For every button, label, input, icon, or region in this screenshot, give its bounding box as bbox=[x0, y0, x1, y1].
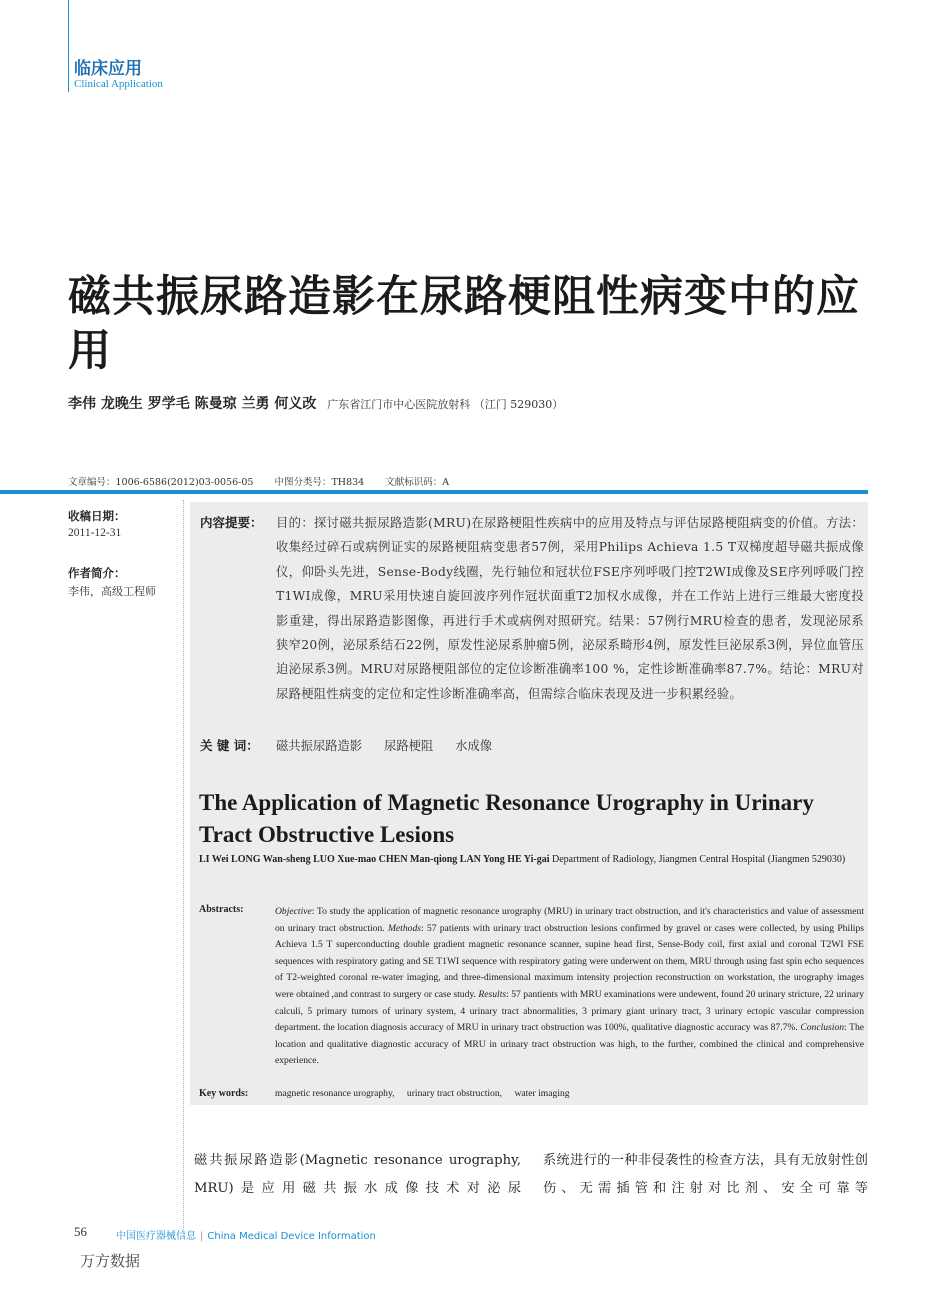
objective-text: : To study the application of magnetic resonance urography (MRU) in urinary tract obstruction, and it's characteristics and value of assessment on urinary tract obstruction. bbox=[275, 906, 864, 934]
keywords-cn bbox=[276, 736, 510, 754]
english-keywords-label: Key words: bbox=[199, 1088, 249, 1099]
methods-label: Methods bbox=[387, 922, 421, 934]
section-label-en: Clinical Application bbox=[74, 78, 163, 90]
classification-number: 中图分类号：TH834 bbox=[274, 477, 365, 488]
abstract-cn-label: 内容提要： bbox=[200, 515, 263, 530]
header-accent-line bbox=[68, 0, 69, 92]
english-abstract-label: Abstracts: bbox=[199, 904, 244, 915]
authors: 李伟 龙晚生 罗学毛 陈曼琼 兰勇 何义改 bbox=[68, 396, 317, 412]
keyword-item: water imaging bbox=[514, 1088, 570, 1099]
article-title: 磁共振尿路造影在尿路梗阻性病变中的应用 bbox=[68, 272, 860, 376]
journal-name bbox=[116, 1227, 376, 1242]
english-authors: LI Wei LONG Wan-sheng LUO Xue-mao CHEN Man-qiong LAN Yong HE Yi-gai bbox=[199, 854, 550, 865]
body-column-left: 磁共振尿路造影(Magnetic resonance urography, MRU)是应用磁共振水成像技术对泌尿 bbox=[194, 1153, 521, 1196]
english-title: The Application of Magnetic Resonance Urography in Urinary Tract Obstructive Lesions bbox=[199, 790, 814, 847]
journal-name-cn: 中国医疗器械信息 bbox=[116, 1231, 196, 1242]
keyword-item: magnetic resonance urography, bbox=[275, 1088, 395, 1099]
english-keywords bbox=[275, 1088, 580, 1099]
keyword-item: urinary tract obstruction, bbox=[406, 1088, 503, 1099]
page-number: 56 bbox=[74, 1224, 87, 1239]
article-meta bbox=[68, 474, 467, 488]
results-label: Results bbox=[478, 988, 507, 1000]
footer-separator: | bbox=[200, 1231, 204, 1242]
received-date-label: 收稿日期： bbox=[68, 509, 126, 523]
document-code: 文献标识码：A bbox=[385, 477, 450, 488]
body-column-right: 系统进行的一种非侵袭性的检查方法，具有无放射性创伤、无需插管和注射对比剂、安全可靠等 bbox=[543, 1153, 868, 1196]
abstract-cn-text: 目的：探讨磁共振尿路造影(MRU)在尿路梗阻性疾病中的应用及特点与评估尿路梗阻病变的价值。方法：收集经过碎石或病例证实的尿路梗阻病变患者57例，采用Philips Achieva 1.5 T双梯度超导磁共振成像仪，仰卧头先进，Sense-Body线圈，先行轴位和冠状位FSE序列呼吸门控T2WI成像及SE序列呼吸门控T1WI成像，MRU采用快速自旋回波序列作冠状面重T2加权水成像，并在工作站上进行三维最大密度投影重建，得出尿路造影图像，再进行手术或病例对照研究。结果：57例行MRU检查的患者，发现泌尿系狭窄20例，泌尿系结石22例，原发性泌尿系肿瘤5例，泌尿系畸形4例，原发性巨泌尿系3例，异位血管压迫泌尿系3例。MRU对尿路梗阻部位的定位诊断准确率100 %，定性诊断准确率87.7%。结论：MRU对尿路梗阻性病变的定位和定性诊断准确率高，但需综合临床表现及进一步积累经验。 bbox=[276, 516, 864, 701]
results-text: : 57 pantients with MRU examinations were undewent, found 20 urinary stricture, 22 urinary calculi, 5 primary tumors of urinary system, 4 urinary tract abnormalities, 3 primary giant urinary tract, 3 urinary ectopic vascular compression department. the location diagnosis accuracy of MRU in urinary tract obstruction was 100%, qualitative diagnostic accuracy was 87.7%. bbox=[275, 988, 864, 1034]
column-divider bbox=[183, 500, 184, 1238]
affiliation: 广东省江门市中心医院放射科 （江门 529030） bbox=[327, 398, 564, 411]
english-affiliation: Department of Radiology, Jiangmen Central Hospital (Jiangmen 529030) bbox=[552, 854, 846, 865]
watermark: 万方数据 bbox=[80, 1252, 141, 1270]
english-abstract-text bbox=[275, 904, 864, 1070]
keywords-cn-label: 关 键 词： bbox=[200, 738, 259, 753]
keyword-item: 尿路梗阻 bbox=[384, 739, 434, 753]
english-author-line bbox=[199, 852, 865, 868]
keyword-item: 水成像 bbox=[455, 739, 493, 753]
author-line bbox=[68, 393, 563, 413]
header-divider bbox=[0, 490, 868, 494]
received-date-value: 2011-12-31 bbox=[68, 527, 122, 539]
article-number: 文章编号：1006-6586(2012)03-0056-05 bbox=[68, 477, 254, 488]
objective-label: Objective bbox=[275, 906, 312, 917]
methods-text: : 57 patients with urinary tract obstruction lesions confirmed by gravel or cases were collected, by using Philips Achieva 1.5 T superconducting double gradient magnetic resonance scanner, supine head first, Sense-Body coil, first axial and coronal T2WI FSE sequences with respiratory gating and SE T1WI sequence with respiratory gating were underwent on them, MRU through using fast spin echo sequences of T2-weighted coronal re-water imaging, and three-dimensional maximum intensity projection reconstruction on workstation, the urography images were obtained ,and contrast to surgery or case study. bbox=[275, 922, 864, 1000]
keyword-item: 磁共振尿路造影 bbox=[276, 739, 363, 753]
author-bio-label: 作者简介： bbox=[68, 566, 126, 580]
journal-name-en: China Medical Device Information bbox=[207, 1231, 376, 1242]
author-bio-value: 李伟，高级工程师 bbox=[68, 585, 156, 598]
conclusion-text: : The location and qualitative diagnostic accuracy of MRU in urinary tract obstruction was high, to the further, combined the clinical and comprehensive experience. bbox=[275, 1022, 864, 1067]
conclusion-label: Conclusion bbox=[800, 1022, 845, 1034]
section-label-cn: 临床应用 bbox=[74, 59, 142, 79]
